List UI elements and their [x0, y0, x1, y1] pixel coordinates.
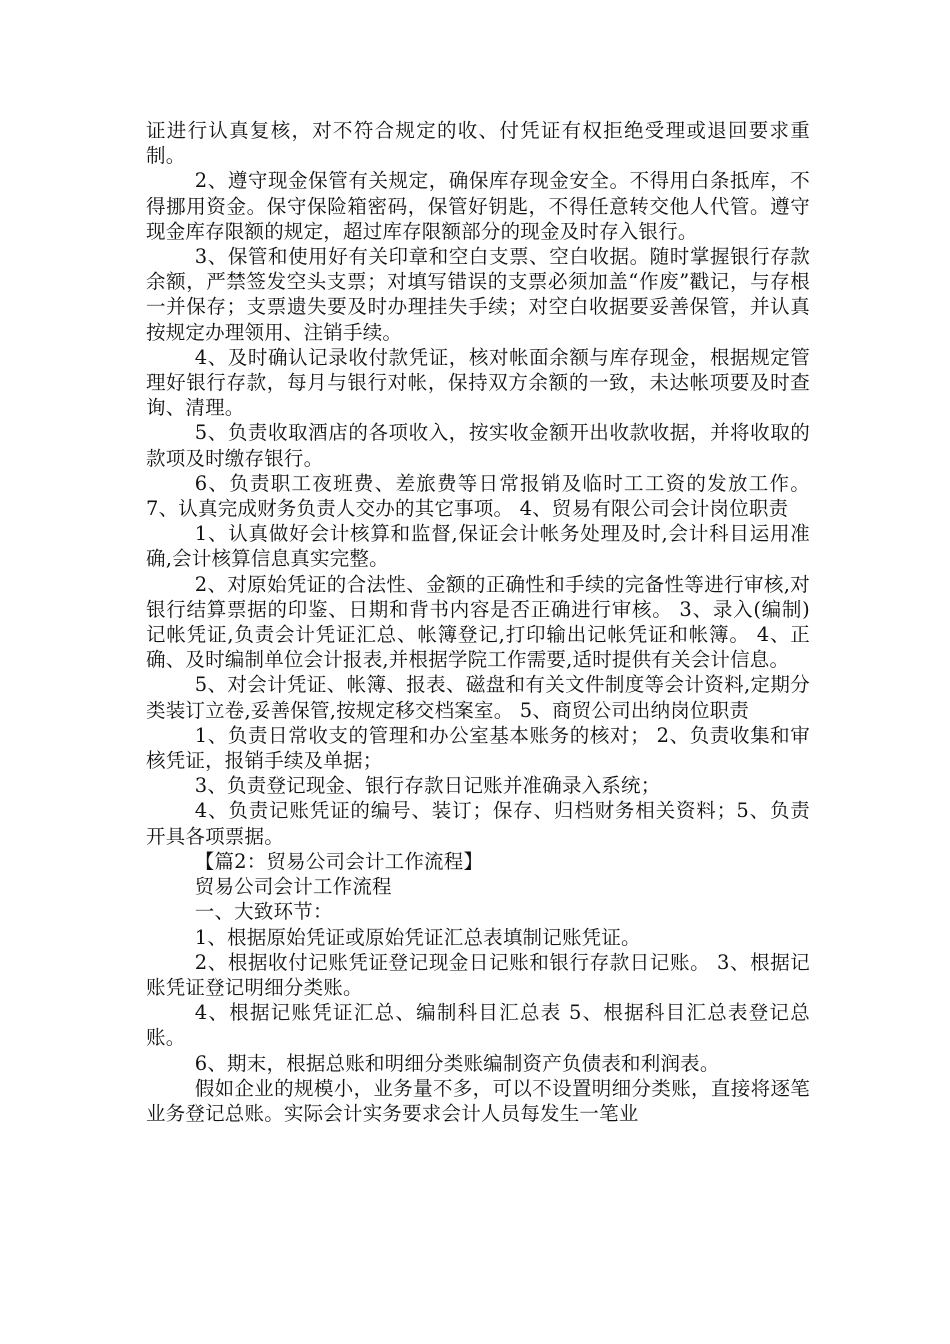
paragraph: 2、根据收付记账凭证登记现金日记账和银行存款日记账。 3、根据记账凭证登记明细分类账。 [146, 950, 810, 999]
subsection-heading: 一、大致环节： [194, 900, 333, 924]
paragraph: 6、期末，根据总账和明细分类账编制资产负债表和利润表。 [194, 1051, 720, 1075]
paragraph: 2、遵守现金保管有关规定，确保库存现金安全。不得用白条抵库，不得挪用资金。保守保险箱密码，保管好钥匙，不得任意转交他人代管。遵守现金库存限额的规定，超过库存限额部分的现金及时存入银行。 [146, 169, 810, 243]
paragraph: 1、根据原始凭证或原始凭证汇总表填制记账凭证。 [194, 925, 641, 949]
paragraph: 2、对原始凭证的合法性、金额的正确性和手续的完备性等进行审核,对银行结算票据的印鉴、日期和背书内容是否正确进行审核。 3、录入(编制)记帐凭证,负责会计凭证汇总、帐簿登记,打印输出记帐凭证和帐簿。 4、正确、及时编制单位会计报表,并根据学院工作需要,适时提供有关会计信息。 [146, 572, 810, 672]
document-body [146, 118, 810, 1126]
paragraph: 3、保管和使用好有关印章和空白支票、空白收据。随时掌握银行存款余额，严禁签发空头支票；对填写错误的支票必须加盖“作废”戳记，与存根一并保存；支票遗失要及时办理挂失手续；对空白收据要妥善保管，并认真按规定办理领用、注销手续。 [146, 245, 810, 344]
paragraph: 证进行认真复核，对不符合规定的收、付凭证有权拒绝受理或退回要求重制。 [146, 119, 810, 168]
paragraph: 1、认真做好会计核算和监督,保证会计帐务处理及时,会计科目运用准确,会计核算信息真实完整。 [146, 522, 810, 571]
paragraph: 6、负责职工夜班费、差旅费等日常报销及临时工工资的发放工作。 7、认真完成财务负责人交办的其它事项。 4、贸易有限公司会计岗位职责 [146, 471, 810, 521]
section-title: 贸易公司会计工作流程 [194, 875, 392, 899]
paragraph: 4、及时确认记录收付款凭证，核对帐面余额与库存现金，根据规定管理好银行存款，每月与银行对帐，保持双方余额的一致，未达帐项要及时查询、清理。 [146, 345, 810, 420]
paragraph: 1、负责日常收支的管理和办公室基本账务的核对； 2、负责收集和审核凭证，报销手续及单据； [146, 723, 810, 773]
paragraph: 4、根据记账凭证汇总、编制科目汇总表 5、根据科目汇总表登记总账。 [146, 1001, 810, 1050]
section-heading: 【篇2：贸易公司会计工作流程】 [194, 849, 484, 873]
paragraph: 5、负责收取酒店的各项收入，按实收金额开出收款收据，并将收取的款项及时缴存银行。 [146, 421, 810, 470]
paragraph: 假如企业的规模小，业务量不多，可以不设置明细分类账，直接将逐笔业务登记总账。实际会计实务要求会计人员每发生一笔业 [146, 1076, 810, 1125]
paragraph: 5、对会计凭证、帐簿、报表、磁盘和有关文件制度等会计资料,定期分类装订立卷,妥善保管,按规定移交档案室。 5、商贸公司出纳岗位职责 [146, 673, 810, 722]
paragraph: 3、负责登记现金、银行存款日记账并准确录入系统； [194, 774, 661, 798]
paragraph: 4、负责记账凭证的编号、装订；保存、归档财务相关资料；5、负责开具各项票据。 [146, 799, 810, 848]
